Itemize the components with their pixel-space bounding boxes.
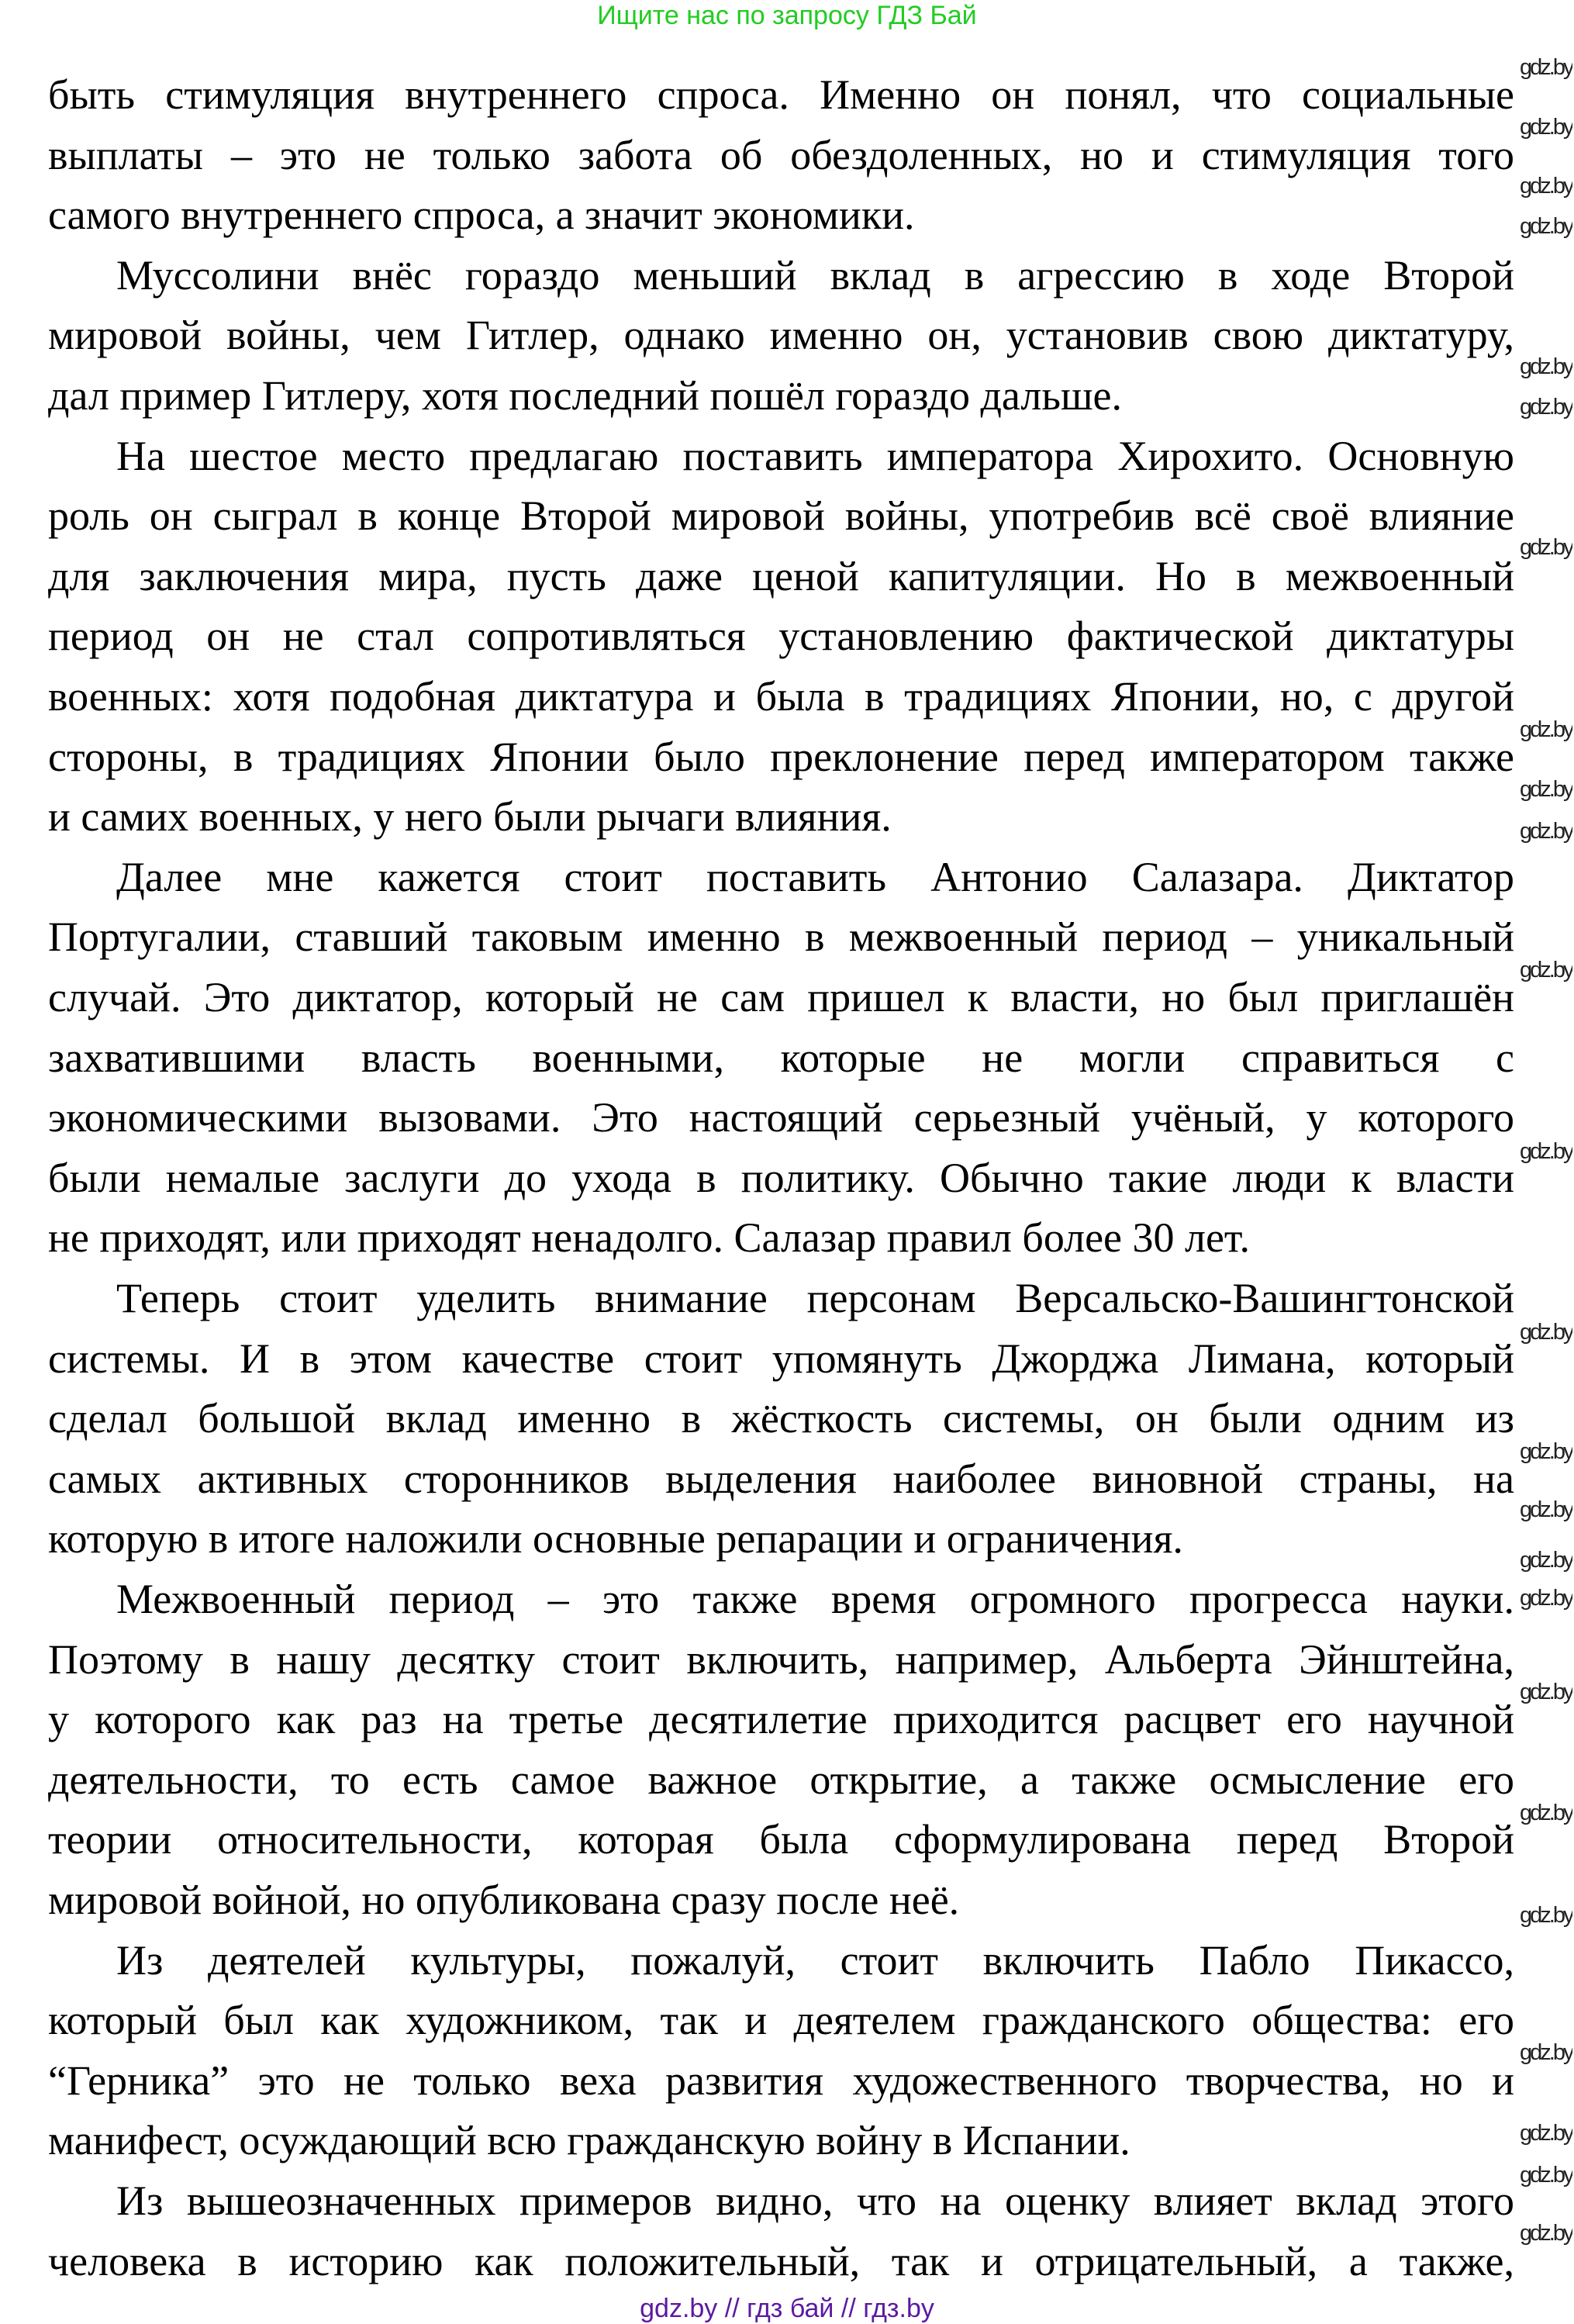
watermark: gdz.by bbox=[1520, 1903, 1572, 1928]
text-line: для заключения мира, пусть даже ценой капитуляции. Но в межвоенный bbox=[48, 552, 1514, 599]
text-line: военных: хотя подобная диктатура и была в традициях Японии, но, с другой bbox=[48, 673, 1514, 720]
text-line: выплаты – это не только забота об обездоленных, но и стимуляция того bbox=[48, 131, 1514, 178]
watermark: gdz.by bbox=[1520, 2163, 1572, 2188]
text-line: На шестое место предлагаю поставить императора Хирохито. Основную bbox=[116, 432, 1514, 479]
text-line: человека в историю как положительный, так и отрицательный, а также, bbox=[48, 2237, 1514, 2284]
watermark: gdz.by bbox=[1520, 354, 1572, 379]
text-line: случай. Это диктатор, который не сам пришел к власти, но был приглашён bbox=[48, 974, 1514, 1020]
text-line: манифест, осуждающий всю гражданскую войну в Испании. bbox=[48, 2117, 1130, 2164]
watermark: gdz.by bbox=[1520, 395, 1572, 420]
watermark: gdz.by bbox=[1520, 535, 1572, 560]
watermark: gdz.by bbox=[1520, 1548, 1572, 1573]
text-line: Из деятелей культуры, пожалуй, стоит включить Пабло Пикассо, bbox=[116, 1936, 1514, 1984]
text-line: были немалые заслуги до ухода в политику. Обычно такие люди к власти bbox=[48, 1154, 1514, 1201]
text-line: мировой войной, но опубликована сразу после неё. bbox=[48, 1877, 960, 1923]
text-line: Теперь стоит уделить внимание персонам Версальско-Вашингтонской bbox=[116, 1275, 1514, 1321]
text-line: стороны, в традициях Японии было преклонение перед императором также bbox=[48, 733, 1514, 780]
text-line: мировой войны, чем Гитлер, однако именно он, установив свою диктатуру, bbox=[48, 312, 1514, 359]
watermark: gdz.by bbox=[1520, 1497, 1572, 1522]
watermark: gdz.by bbox=[1520, 2121, 1572, 2146]
watermark: gdz.by bbox=[1520, 819, 1572, 844]
text-line: и самих военных, у него были рычаги влияния. bbox=[48, 793, 892, 841]
text-line: не приходят, или приходят ненадолго. Салазар правил более 30 лет. bbox=[48, 1214, 1250, 1262]
header-banner: Ищите нас по запросу ГДЗ Бай bbox=[597, 1, 977, 30]
watermark: gdz.by bbox=[1520, 174, 1572, 199]
watermark: gdz.by bbox=[1520, 2221, 1572, 2246]
text-line: сделал большой вклад именно в жёсткость системы, он были одним из bbox=[48, 1395, 1514, 1442]
watermark: gdz.by bbox=[1520, 777, 1572, 802]
text-line: самого внутреннего спроса, а значит экономики. bbox=[48, 192, 915, 239]
watermark: gdz.by bbox=[1520, 2040, 1572, 2065]
text-line: экономическими вызовами. Это настоящий серьезный учёный, у которого bbox=[48, 1094, 1514, 1141]
text-line: самых активных сторонников выделения наиболее виновной страны, на bbox=[48, 1455, 1514, 1502]
text-line: Португалии, ставший таковым именно в межвоенный период – уникальный bbox=[48, 913, 1514, 961]
text-line: Муссолини внёс гораздо меньший вклад в агрессию в ходе Второй bbox=[116, 251, 1514, 299]
text-line: захватившими власть военными, которые не могли справиться с bbox=[48, 1034, 1514, 1081]
text-line: деятельности, то есть самое важное открытие, а также осмысление его bbox=[48, 1756, 1514, 1803]
text-line: которую в итоге наложили основные репарации и ограничения. bbox=[48, 1515, 1183, 1563]
watermark: gdz.by bbox=[1520, 115, 1572, 140]
watermark: gdz.by bbox=[1520, 1586, 1572, 1611]
text-line: “Герника” это не только веха развития художественного творчества, но и bbox=[48, 2056, 1514, 2104]
text-line: Поэтому в нашу десятку стоит включить, например, Альберта Эйнштейна, bbox=[48, 1635, 1514, 1683]
watermark: gdz.by bbox=[1520, 958, 1572, 982]
text-line: Межвоенный период – это также время огромного прогресса науки. bbox=[116, 1576, 1514, 1622]
watermark: gdz.by bbox=[1520, 1801, 1572, 1825]
text-line: теории относительности, которая была сформулирована перед Второй bbox=[48, 1816, 1514, 1863]
text-line: период он не стал сопротивляться установлению фактической диктатуры bbox=[48, 613, 1514, 660]
footer-banner: gdz.by // гдз бай // гдз.by bbox=[640, 2294, 934, 2323]
text-line: роль он сыграл в конце Второй мировой войны, употребив всё своё влияние bbox=[48, 492, 1514, 540]
text-line: Из вышеозначенных примеров видно, что на оценку влияет вклад этого bbox=[116, 2177, 1514, 2224]
watermark: gdz.by bbox=[1520, 55, 1572, 80]
text-line: дал пример Гитлеру, хотя последний пошёл гораздо дальше. bbox=[48, 372, 1122, 419]
text-line: который был как художником, так и деятелем гражданского общества: его bbox=[48, 1997, 1514, 2044]
text-line: быть стимуляция внутреннего спроса. Именно он понял, что социальные bbox=[48, 71, 1514, 118]
watermark: gdz.by bbox=[1520, 214, 1572, 239]
watermark: gdz.by bbox=[1520, 1439, 1572, 1464]
watermark: gdz.by bbox=[1520, 1139, 1572, 1164]
text-line: Далее мне кажется стоит поставить Антонио Салазара. Диктатор bbox=[116, 853, 1514, 900]
watermark: gdz.by bbox=[1520, 717, 1572, 742]
text-line: у которого как раз на третье десятилетие приходится расцвет его научной bbox=[48, 1696, 1514, 1743]
text-line: системы. И в этом качестве стоит упомянуть Джорджа Лимана, который bbox=[48, 1335, 1514, 1382]
watermark: gdz.by bbox=[1520, 1680, 1572, 1704]
watermark: gdz.by bbox=[1520, 1320, 1572, 1345]
